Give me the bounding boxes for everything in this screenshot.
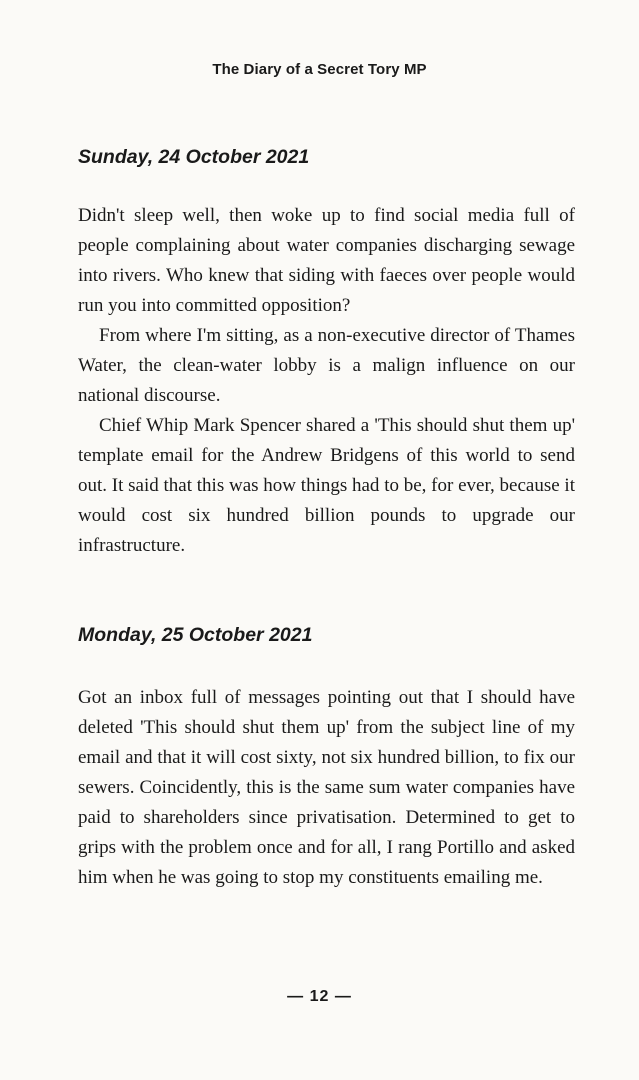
paragraph: Got an inbox full of messages pointing out that I should have deleted 'This should shut them up' from the subject line of my email and that it will cost sixty, not six hundred billion, to fix our sewers. Coincidently, this is the same sum water companies have paid to shareholders since privatisation. Determined to get to grips with the problem once and for all, I rang Portillo and asked him when he was going to stop my constituents emailing me. bbox=[78, 687, 575, 888]
page-number: — 12 — bbox=[287, 988, 352, 1005]
entry-body bbox=[78, 683, 575, 893]
entry-body bbox=[78, 201, 575, 561]
entry-date-heading: Sunday, 24 October 2021 bbox=[78, 146, 310, 168]
paragraph: Chief Whip Mark Spencer shared a 'This should shut them up' template email for the Andrew Bridgens of this world to send out. It said that this was how things had to be, for ever, because it would cost six hundred billion pounds to upgrade our infrastructure. bbox=[78, 415, 575, 556]
running-head: The Diary of a Secret Tory MP bbox=[212, 61, 427, 78]
entry-date-heading: Monday, 25 October 2021 bbox=[78, 624, 313, 646]
paragraph: From where I'm sitting, as a non-executive director of Thames Water, the clean-water lobby is a malign influence on our national discourse. bbox=[78, 325, 575, 406]
paragraph: Didn't sleep well, then woke up to find social media full of people complaining about water companies discharging sewage into rivers. Who knew that siding with faeces over people would run you into committed opposition? bbox=[78, 205, 575, 316]
